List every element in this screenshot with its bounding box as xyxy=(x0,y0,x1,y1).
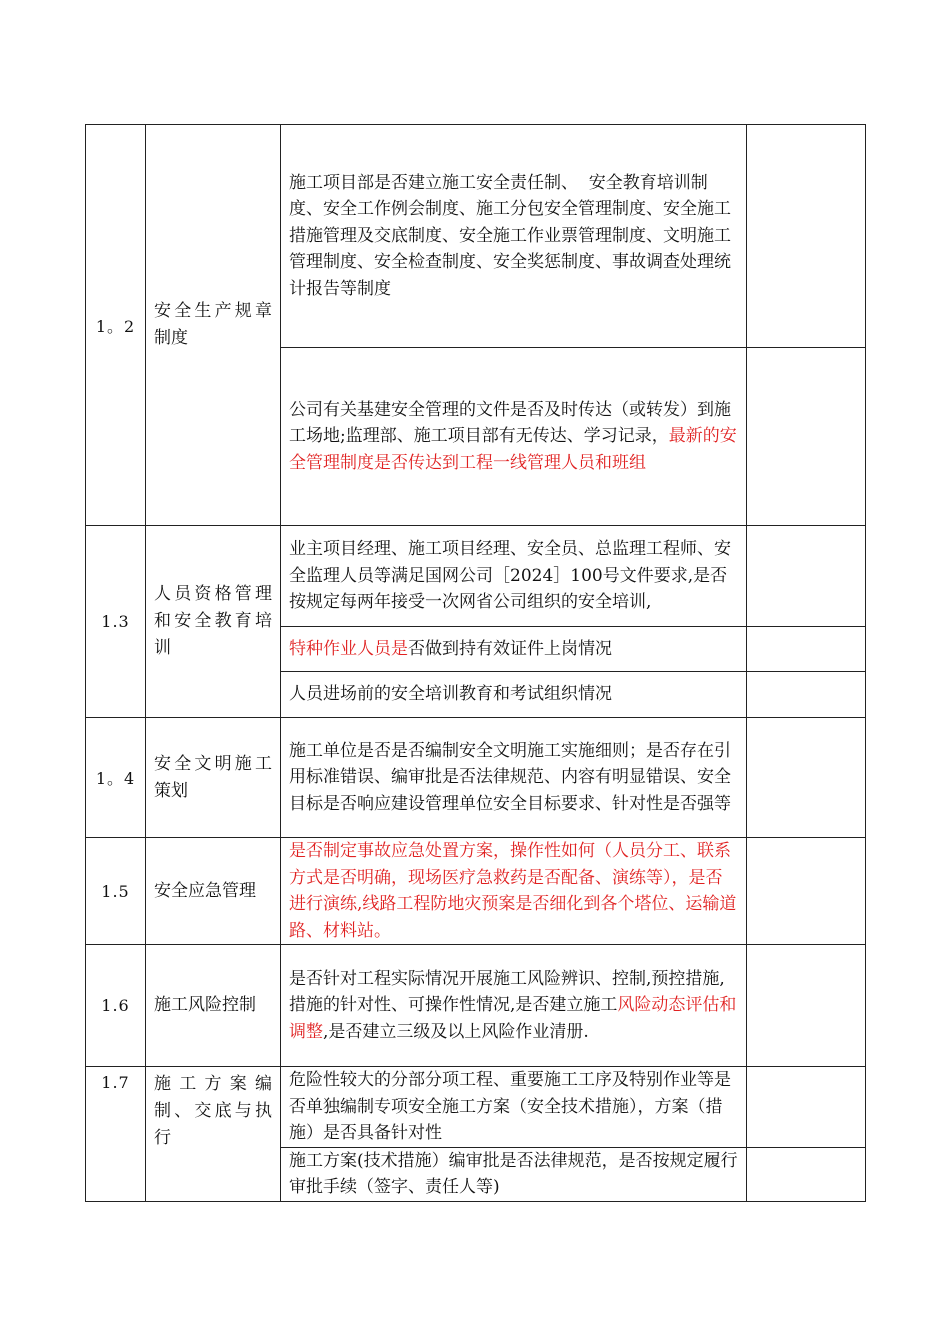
table-row xyxy=(86,838,866,945)
check-item: 施工方案编制、交底与执行 xyxy=(146,1067,281,1202)
content-text: 危险性较大的分部分项工程、重要施工工序及特别作业等是否单独编制专项安全施工方案（安全技术措施），方案（措施）是否具备针对性 xyxy=(289,1070,731,1143)
row-number: 1。2 xyxy=(86,125,146,526)
row-number: 1.5 xyxy=(86,838,146,945)
table-row xyxy=(86,945,866,1067)
check-content xyxy=(281,1147,747,1201)
result-cell[interactable] xyxy=(747,838,866,945)
content-text: 施工单位是否是否编制安全文明施工实施细则；是否存在引用标准错误、编审批是否法律规范、内容有明显错误、安全目标是否响应建设管理单位安全目标要求、针对性是否强等 xyxy=(289,740,731,814)
content-text: 施工项目部是否建立施工安全责任制、 安全教育培训制度、安全工作例会制度、施工分包安全管理制度、安全施工措施管理及交底制度、安全施工作业票管理制度、文明施工管理制度、安全检查制度、安全奖惩制度、事故调查处理统计报告等制度 xyxy=(289,172,731,299)
check-content xyxy=(281,348,747,526)
result-cell[interactable] xyxy=(747,672,866,718)
result-cell[interactable] xyxy=(747,1067,866,1148)
row-number: 1.6 xyxy=(86,945,146,1067)
highlighted-text: 最新的安全管理制度是否传达到工程一线管理人员和班组 xyxy=(289,426,737,473)
content-text: 业主项目经理、施工项目经理、安全员、总监理工程师、安全监理人员等满足国网公司［2024］100号文件要求,是否按规定每两年接受一次网省公司组织的安全培训, xyxy=(289,539,731,613)
table-row xyxy=(86,125,866,348)
safety-checklist-table xyxy=(85,124,866,1202)
check-content xyxy=(281,125,747,348)
content-text: 公司有关基建安全管理的文件是否及时传达（或转发）到施工场地;监理部、施工项目部有无传达、学习记录， xyxy=(289,399,731,447)
check-content xyxy=(281,718,747,838)
check-content xyxy=(281,838,747,945)
check-item: 安全文明施工策划 xyxy=(146,718,281,838)
check-content xyxy=(281,1067,747,1148)
content-text: 施工方案(技术措施）编审批是否法律规范，是否按规定履行审批手续（签字、责任人等) xyxy=(289,1150,738,1197)
result-cell[interactable] xyxy=(747,348,866,526)
check-content xyxy=(281,672,747,718)
highlighted-text: 风险动态评估和调整 xyxy=(289,995,737,1042)
result-cell[interactable] xyxy=(747,1147,866,1201)
row-number: 1.7 xyxy=(86,1067,146,1202)
check-item: 施工风险控制 xyxy=(146,945,281,1067)
highlighted-text: 是否制定事故应急处置方案，操作性如何（人员分工、联系方式是否明确，现场医疗急救药是否配备、演练等），是否进行演练,线路工程防地灾预案是否细化到各个塔位、运输道路、材料站。 xyxy=(289,841,737,941)
table-row xyxy=(86,1067,866,1148)
check-content xyxy=(281,526,747,627)
result-cell[interactable] xyxy=(747,526,866,627)
row-number: 1。4 xyxy=(86,718,146,838)
content-text: 否做到持有效证件上岗情况 xyxy=(408,638,612,659)
row-number: 1.3 xyxy=(86,526,146,718)
check-item: 人员资格管理和安全教育培训 xyxy=(146,526,281,718)
check-content xyxy=(281,945,747,1067)
content-text: ,是否建立三级及以上风险作业清册. xyxy=(323,1021,589,1042)
table-row xyxy=(86,526,866,627)
result-cell[interactable] xyxy=(747,945,866,1067)
check-content xyxy=(281,627,747,672)
check-item: 安全生产规章制度 xyxy=(146,125,281,526)
result-cell[interactable] xyxy=(747,125,866,348)
content-text: 是否针对工程实际情况开展施工风险辨识、控制,预控措施,措施的针对性、可操作性情况,是否建立施工 xyxy=(289,968,725,1016)
check-item: 安全应急管理 xyxy=(146,838,281,945)
highlighted-text: 特种作业人员是 xyxy=(289,638,408,659)
result-cell[interactable] xyxy=(747,718,866,838)
result-cell[interactable] xyxy=(747,627,866,672)
table-body xyxy=(86,125,866,1202)
table-row xyxy=(86,718,866,838)
content-text: 人员进场前的安全培训教育和考试组织情况 xyxy=(289,684,612,705)
